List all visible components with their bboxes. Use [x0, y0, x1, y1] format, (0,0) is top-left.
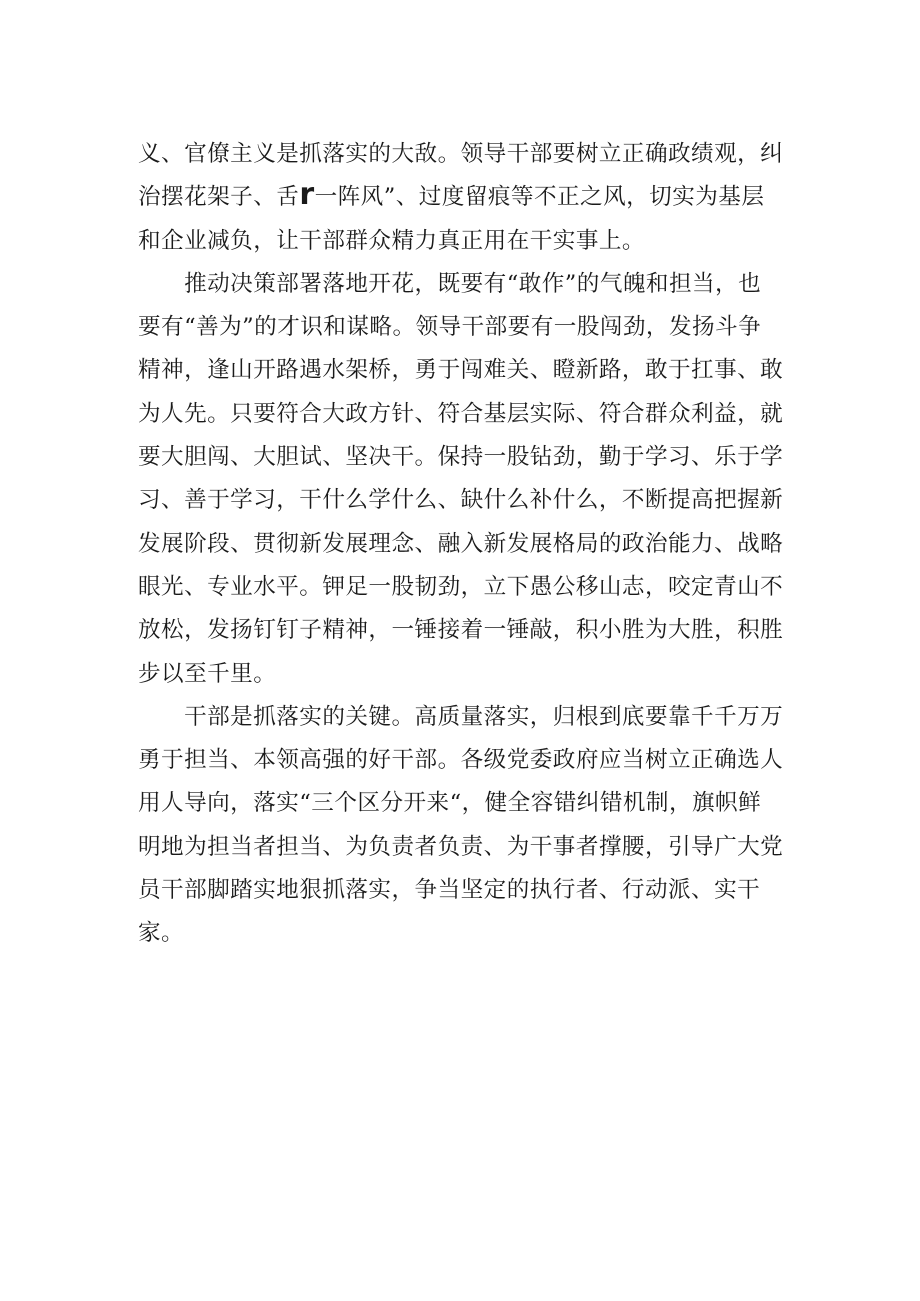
paragraph-1 [138, 133, 788, 263]
text-line: 要大胆闯、大胆试、坚决干。保持一股钻劲，勤于学习、乐于学 [138, 444, 784, 471]
text-line: 要有“善为”的才识和谋略。领导干部要有一股闯劲，发扬斗争 [138, 314, 762, 341]
text-span: 一阵风”、过度留痕等不正之风，切实为基层 [314, 184, 765, 211]
text-line: 步以至千里。 [138, 660, 277, 687]
stray-glyph: r [299, 177, 315, 213]
text-line: 推动决策部署落地开花，既要有“敢作”的气魄和担当，也 [138, 270, 762, 297]
text-line: 员干部脚踏实地狠抓落实，争当坚定的执行者、行动派、实干 [138, 877, 761, 904]
text-line: 眼光、专业水平。钾足一股韧劲，立下愚公移山志，咬定青山不 [138, 573, 784, 600]
text-line: 明地为担当者担当、为负责者负责、为干事者撑腰，引导广大党 [138, 833, 784, 860]
text-line: 精神，逢山开路遇水架桥，勇于闯难关、瞪新路，敢于扛事、敢 [138, 357, 784, 384]
document-body [138, 133, 788, 956]
text-line: 用人导向，落实“三个区分开来“，健全容错纠错机制，旗帜鲜 [138, 790, 762, 817]
text-line: 干部是抓落实的关键。高质量落实，归根到底要靠千千万万 [138, 703, 784, 730]
paragraph-2 [138, 263, 788, 696]
paragraph-3 [138, 696, 788, 956]
text-line: 义、官僚主义是抓落实的大敌。领导干部要树立正确政绩观，纠 [138, 141, 784, 167]
text-line: 习、善于学习，干什么学什么、缺什么补什么，不断提高把握新 [138, 487, 784, 514]
text-line [138, 176, 788, 219]
text-line: 勇于担当、本领高强的好干部。各级党委政府应当树立正确选人 [138, 747, 784, 774]
text-line: 为人先。只要符合大政方针、符合基层实际、符合群众利益，就 [138, 400, 784, 427]
text-span: 治摆花架子、舌 [138, 184, 300, 211]
text-line: 发展阶段、贯彻新发展理念、融入新发展格局的政治能力、战略 [138, 530, 784, 557]
text-line: 家。 [138, 920, 185, 947]
text-line: 和企业减负，让干部群众精力真正用在干实事上。 [138, 227, 645, 254]
text-line: 放松，发扬钉钉子精神，一锤接着一锤敲，积小胜为大胜，积胜 [138, 617, 784, 644]
